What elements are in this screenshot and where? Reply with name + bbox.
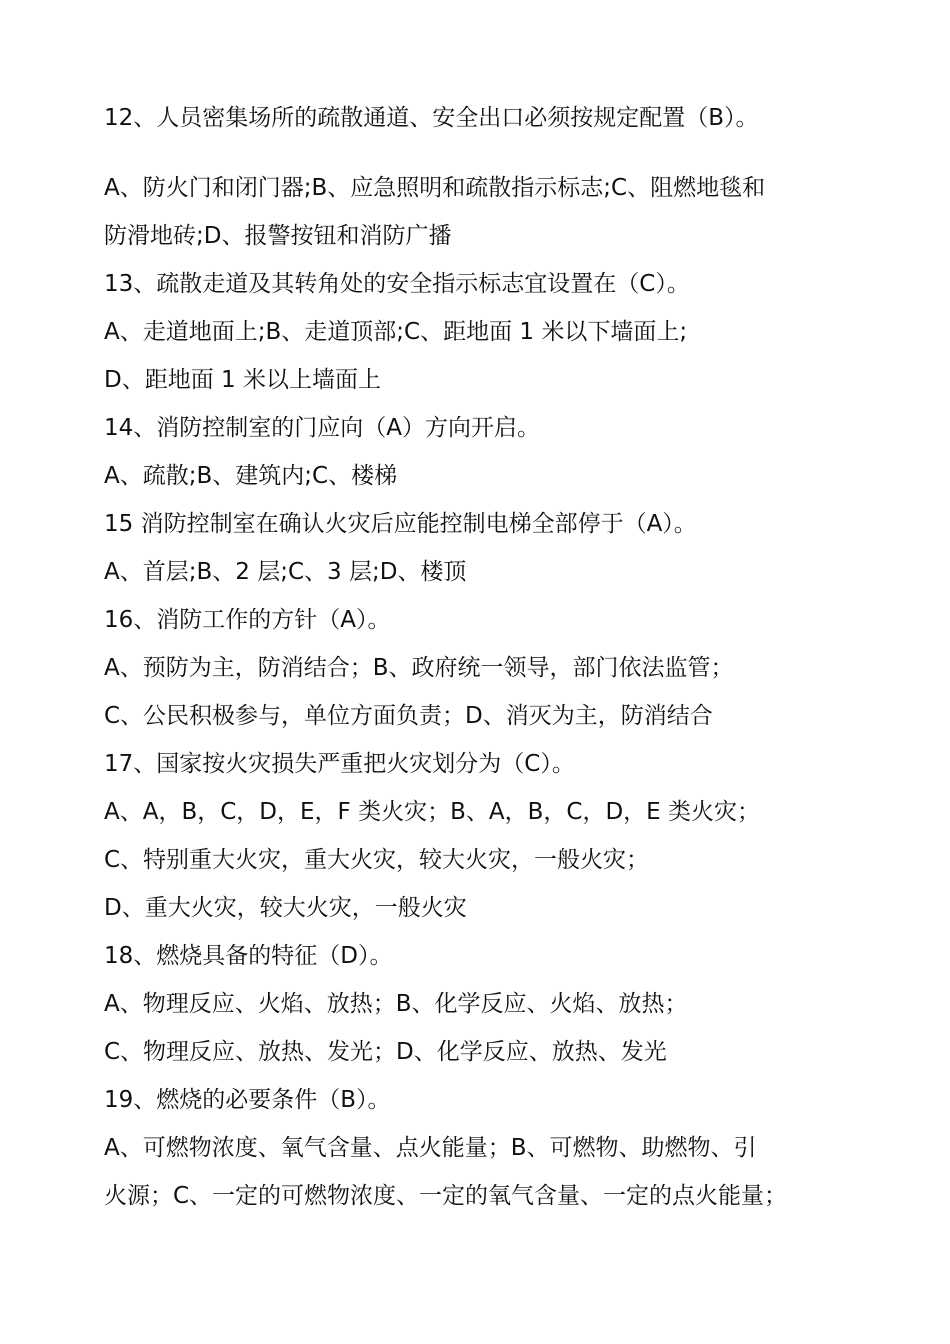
question-12-options-line-2: 防滑地砖;D、报警按钮和消防广播 xyxy=(104,223,452,249)
question-19: 19、燃烧的必要条件（B）。 xyxy=(104,1087,391,1113)
question-14: 14、消防控制室的门应向（A）方向开启。 xyxy=(104,415,541,441)
question-13: 13、疏散走道及其转角处的安全指示标志宜设置在（C）。 xyxy=(104,271,690,297)
question-17-options-line-3: D、重大火灾，较大火灾，一般火灾 xyxy=(104,895,467,921)
question-13-options-line-2: D、距地面 1 米以上墙面上 xyxy=(104,367,381,393)
question-16-options-line-1: A、预防为主，防消结合；B、政府统一领导，部门依法监管； xyxy=(104,655,734,681)
question-17-options-line-2: C、特别重大火灾，重大火灾，较大火灾，一般火灾； xyxy=(104,847,650,873)
question-16: 16、消防工作的方针（A）。 xyxy=(104,607,391,633)
question-13-options-line-1: A、走道地面上;B、走道顶部;C、距地面 1 米以下墙面上; xyxy=(104,319,688,345)
question-18-options-line-2: C、物理反应、放热、发光；D、化学反应、放热、发光 xyxy=(104,1039,667,1065)
question-15-options: A、首层;B、2 层;C、3 层;D、楼顶 xyxy=(104,559,467,585)
question-18-options-line-1: A、物理反应、火焰、放热；B、化学反应、火焰、放热； xyxy=(104,991,688,1017)
question-12-options-line-1: A、防火门和闭门器;B、应急照明和疏散指示标志;C、阻燃地毯和 xyxy=(104,175,766,201)
question-19-options-line-1: A、可燃物浓度、氧气含量、点火能量；B、可燃物、助燃物、引 xyxy=(104,1135,757,1161)
question-17: 17、国家按火灾损失严重把火灾划分为（C）。 xyxy=(104,751,575,777)
question-19-options-line-2: 火源；C、一定的可燃物浓度、一定的氧气含量、一定的点火能量； xyxy=(104,1183,788,1209)
question-14-options: A、疏散;B、建筑内;C、楼梯 xyxy=(104,463,398,489)
question-12: 12、人员密集场所的疏散通道、安全出口必须按规定配置（B）。 xyxy=(104,105,759,131)
question-18: 18、燃烧具备的特征（D）。 xyxy=(104,943,393,969)
question-16-options-line-2: C、公民积极参与，单位方面负责；D、消灭为主，防消结合 xyxy=(104,703,713,729)
question-17-options-line-1: A、A，B，C，D，E，F 类火灾；B、A，B，C，D，E 类火灾； xyxy=(104,799,760,825)
paragraph-spacer xyxy=(104,142,864,164)
document-body xyxy=(104,94,864,1220)
question-15: 15 消防控制室在确认火灾后应能控制电梯全部停于（A）。 xyxy=(104,511,697,537)
